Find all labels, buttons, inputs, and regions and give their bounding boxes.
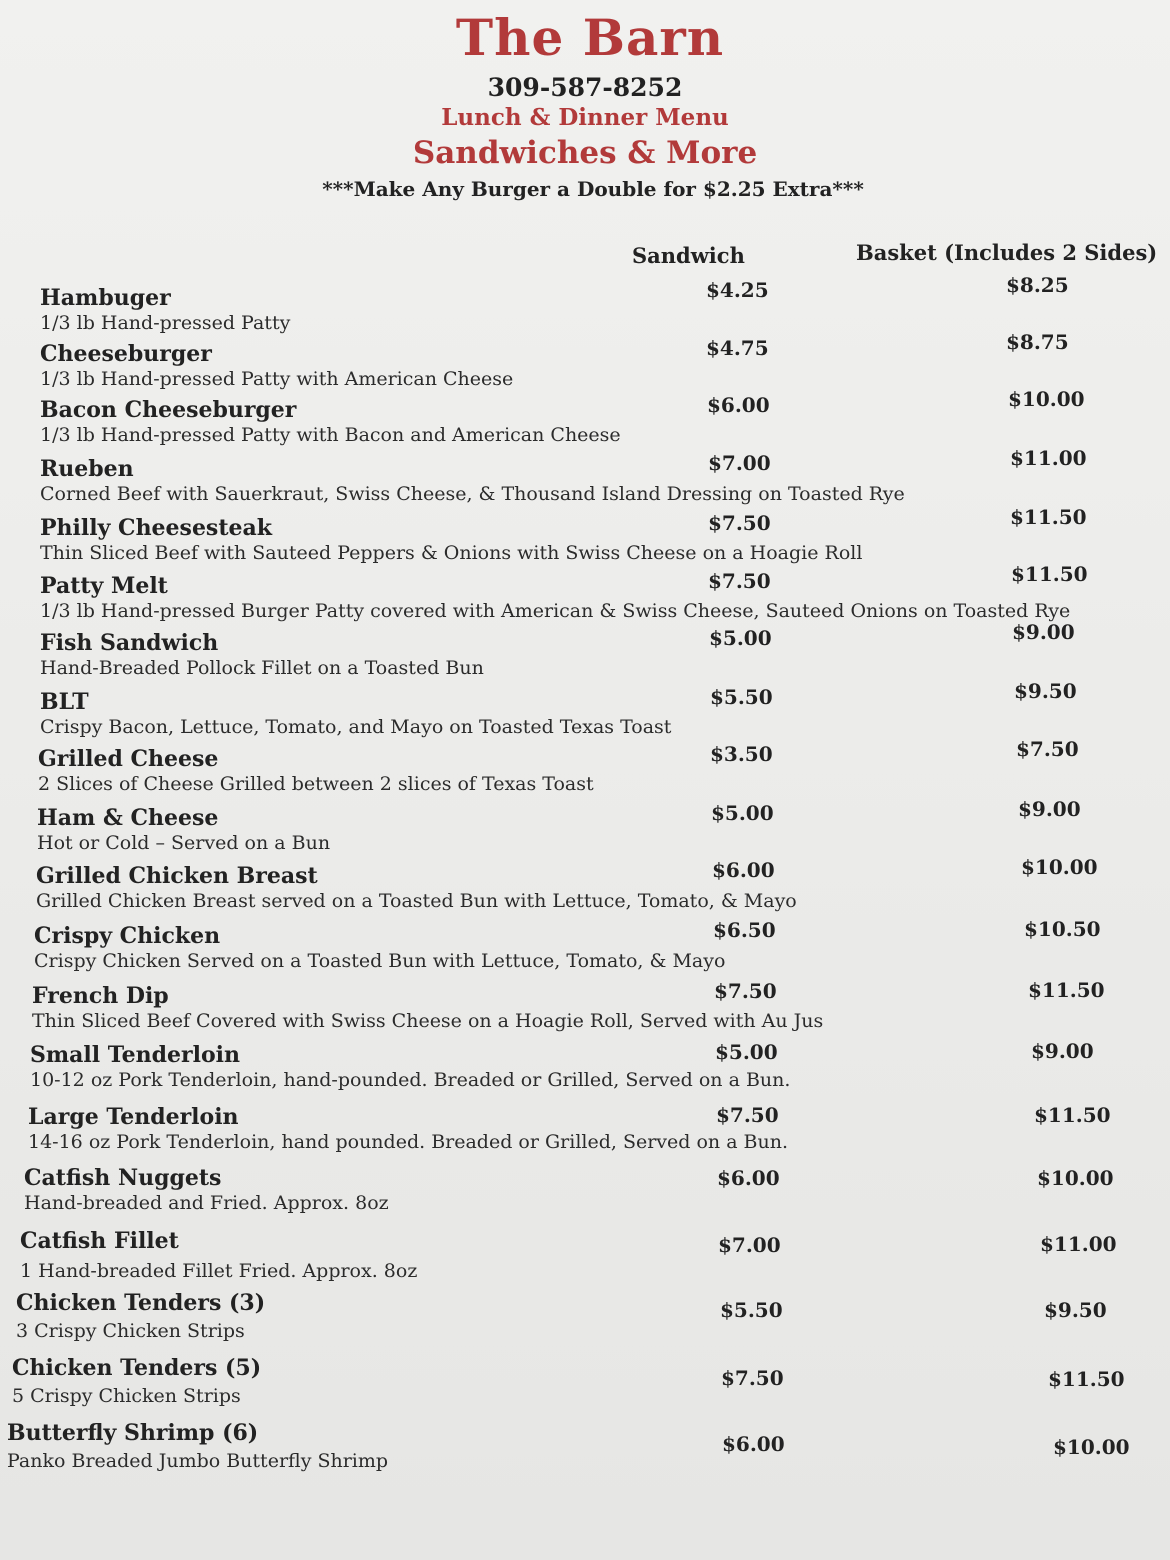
menu-item — [32, 983, 823, 1032]
menu-item — [30, 1042, 790, 1091]
basket-price: $11.50 — [1011, 562, 1088, 586]
basket-price: $9.00 — [1012, 620, 1075, 644]
sandwich-price: $3.50 — [710, 742, 773, 766]
item-name: Chicken Tenders (3) — [16, 1290, 266, 1316]
sandwich-price: $5.50 — [720, 1298, 783, 1322]
sandwich-price: $6.00 — [707, 393, 770, 417]
sandwich-price: $5.00 — [709, 626, 772, 650]
item-description: Hot or Cold – Served on a Bun — [37, 832, 331, 854]
menu-item — [34, 923, 725, 972]
item-name: Butterfly Shrimp (6) — [7, 1420, 259, 1446]
basket-price: $8.25 — [1006, 273, 1069, 297]
item-description: Crispy Chicken Served on a Toasted Bun with Lettuce, Tomato, & Mayo — [34, 950, 726, 972]
item-description: Hand-breaded and Fried. Approx. 8oz — [24, 1192, 389, 1214]
item-name: BLT — [40, 689, 89, 715]
item-description: 1/3 lb Hand-pressed Burger Patty covered with American & Swiss Cheese, Sauteed Onions on Toasted Rye — [40, 600, 1071, 622]
basket-price: $10.00 — [1037, 1166, 1114, 1190]
basket-price: $10.00 — [1053, 1435, 1130, 1459]
menu-item — [7, 1420, 388, 1472]
item-description: 10-12 oz Pork Tenderloin, hand-pounded. Breaded or Grilled, Served on a Bun. — [30, 1069, 791, 1091]
basket-column-header: Basket (Includes 2 Sides) — [856, 240, 1158, 265]
item-description: 1 Hand-breaded Fillet Fried. Approx. 8oz — [20, 1260, 418, 1282]
basket-price: $7.50 — [1016, 737, 1079, 761]
item-name: French Dip — [32, 983, 169, 1009]
item-description: 14-16 oz Pork Tenderloin, hand pounded. Breaded or Grilled, Served on a Bun. — [28, 1131, 789, 1153]
sandwich-price: $6.00 — [717, 1166, 780, 1190]
basket-price: $10.50 — [1024, 917, 1101, 941]
item-name: Catfish Nuggets — [24, 1165, 222, 1191]
menu-item — [20, 1228, 417, 1282]
sandwich-price: $6.50 — [713, 918, 776, 942]
item-name: Bacon Cheeseburger — [40, 397, 297, 423]
item-description: 1/3 lb Hand-pressed Patty with American Cheese — [40, 368, 514, 390]
sandwich-price: $7.50 — [708, 569, 771, 593]
basket-price: $11.00 — [1010, 446, 1087, 470]
menu-header — [0, 8, 1170, 201]
item-description: Grilled Chicken Breast served on a Toasted Bun with Lettuce, Tomato, & Mayo — [36, 890, 797, 912]
item-name: Crispy Chicken — [34, 923, 221, 949]
item-name: Patty Melt — [40, 573, 168, 599]
basket-price: $8.75 — [1006, 330, 1069, 354]
menu-item — [28, 1104, 788, 1153]
sandwich-price: $7.50 — [721, 1366, 784, 1390]
basket-price: $10.00 — [1021, 855, 1098, 879]
item-description: 3 Crispy Chicken Strips — [16, 1320, 245, 1342]
item-description: Thin Sliced Beef with Sauteed Peppers & Onions with Swiss Cheese on a Hoagie Roll — [40, 542, 863, 564]
sandwich-price: $5.00 — [715, 1040, 778, 1064]
restaurant-name: The Barn — [455, 8, 725, 67]
item-description: Panko Breaded Jumbo Butterfly Shrimp — [7, 1450, 389, 1472]
item-description: Corned Beef with Sauerkraut, Swiss Cheese, & Thousand Island Dressing on Toasted Rye — [40, 483, 905, 505]
item-name: Fish Sandwich — [40, 630, 219, 656]
basket-price: $11.50 — [1028, 978, 1105, 1002]
item-description: 1/3 lb Hand-pressed Patty with Bacon and American Cheese — [40, 424, 621, 446]
basket-price: $11.50 — [1048, 1367, 1125, 1391]
menu-item — [40, 341, 513, 390]
basket-price: $11.50 — [1010, 505, 1087, 529]
menu-item — [37, 805, 330, 854]
sandwich-price: $5.50 — [710, 685, 773, 709]
item-description: Thin Sliced Beef Covered with Swiss Cheese on a Hoagie Roll, Served with Au Jus — [32, 1010, 824, 1032]
basket-price: $9.50 — [1014, 679, 1077, 703]
sandwich-price: $7.50 — [716, 1103, 779, 1127]
sandwich-price: $7.50 — [714, 979, 777, 1003]
menu-item — [12, 1355, 261, 1407]
item-description: Hand-Breaded Pollock Fillet on a Toasted Bun — [40, 657, 484, 679]
sandwich-price: $6.00 — [712, 858, 775, 882]
menu-item — [40, 397, 621, 446]
item-name: Grilled Chicken Breast — [36, 863, 318, 889]
menu-item — [40, 285, 290, 334]
item-description: 2 Slices of Cheese Grilled between 2 slices of Texas Toast — [38, 773, 594, 795]
item-name: Ham & Cheese — [37, 805, 219, 831]
menu-item — [24, 1165, 389, 1214]
sandwich-price: $6.00 — [722, 1432, 785, 1456]
menu-item — [40, 689, 671, 738]
menu-item — [40, 630, 484, 679]
item-name: Rueben — [40, 456, 134, 482]
sandwich-price: $7.50 — [708, 511, 771, 535]
menu-item — [40, 456, 905, 505]
basket-price: $11.50 — [1034, 1103, 1111, 1127]
item-name: Philly Cheesesteak — [40, 515, 272, 541]
item-description: Crispy Bacon, Lettuce, Tomato, and Mayo on Toasted Texas Toast — [40, 716, 672, 738]
item-description: 1/3 lb Hand-pressed Patty — [40, 312, 291, 334]
menu-subtitle: Lunch & Dinner Menu — [441, 104, 729, 131]
menu-item — [36, 863, 797, 912]
item-name: Cheeseburger — [40, 341, 212, 367]
sandwich-price: $7.00 — [708, 451, 771, 475]
item-name: Small Tenderloin — [30, 1042, 240, 1068]
menu-item — [16, 1290, 265, 1342]
item-name: Large Tenderloin — [28, 1104, 239, 1130]
basket-price: $10.00 — [1008, 387, 1085, 411]
basket-price: $9.00 — [1031, 1039, 1094, 1063]
item-name: Hambuger — [40, 285, 171, 311]
sandwich-column-header: Sandwich — [632, 243, 745, 268]
menu-item — [40, 573, 1070, 622]
sandwich-price: $5.00 — [711, 801, 774, 825]
item-description: 5 Crispy Chicken Strips — [12, 1385, 241, 1407]
sandwich-price: $4.75 — [706, 336, 769, 360]
basket-price: $11.00 — [1040, 1232, 1117, 1256]
basket-price: $9.00 — [1018, 797, 1081, 821]
double-burger-note: ***Make Any Burger a Double for $2.25 Extra*** — [322, 177, 864, 201]
basket-price: $9.50 — [1044, 1298, 1107, 1322]
sandwich-price: $4.25 — [706, 278, 769, 302]
item-name: Grilled Cheese — [38, 746, 219, 772]
menu-item — [38, 746, 594, 795]
item-name: Catfish Fillet — [20, 1228, 179, 1254]
sandwich-price: $7.00 — [718, 1233, 781, 1257]
item-name: Chicken Tenders (5) — [12, 1355, 262, 1381]
phone-number: 309-587-8252 — [487, 73, 683, 102]
section-title: Sandwiches & More — [412, 135, 758, 171]
